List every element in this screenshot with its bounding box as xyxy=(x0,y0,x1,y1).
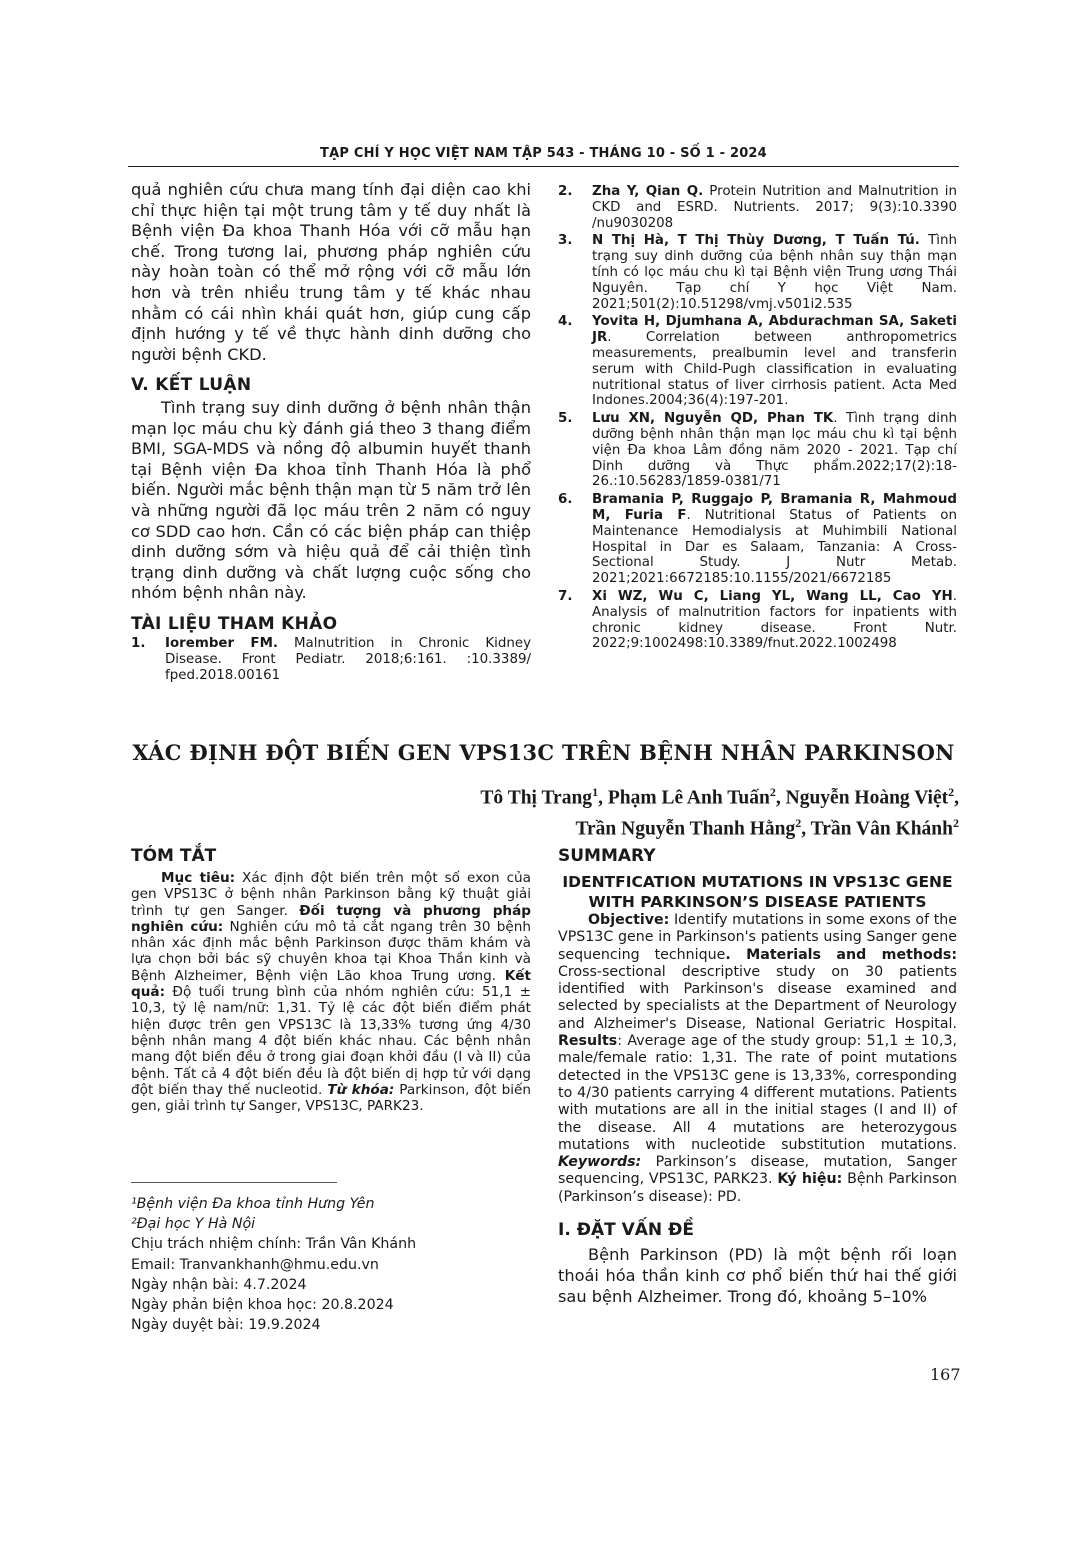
summary-label: Keywords: xyxy=(558,1154,642,1171)
authors-line-2 xyxy=(480,811,959,842)
abstract-body: Parkinson, đột biến gen, giải trình tự Sanger, VPS13C, PARK23. xyxy=(131,1081,531,1115)
reference-number: 5. xyxy=(558,411,573,427)
reference-authors: Bramania P, Ruggajo P, Bramania R, Mahmoud M, Furia F xyxy=(592,492,957,523)
reference-text: . Correlation between anthropometrics measurements, prealbumin level and transferin serum with Child-Pugh classification in evaluating nutritional status of liver cirrhosis patient. Acta Med Indones.2004;36(4):197-201. xyxy=(592,330,957,409)
reference-authors: N Thị Hà, T Thị Thùy Dương, T Tuấn Tú. xyxy=(592,233,920,249)
reference-text: Tình trạng suy dinh dưỡng của bệnh nhân suy thận mạn tính có lọc máu chu kì tại Bệnh viện Trung ương Thái Nguyên. Tạp chí Y học Việt Nam. 2021;501(2):10.51298/vmj.v501i2.535 xyxy=(592,233,957,312)
summary-text xyxy=(558,912,957,1206)
reference-text: . Nutritional Status of Patients on Maintenance Hemodialysis at Muhimbili National Hospital in Dar es Salaam, Tanzania: A Cross-Sectional Study. J Nutr Metab. 2021;2021:6672185:10.1155/2021/6672185 xyxy=(592,507,957,587)
abstract-label: Đối tượng và phương pháp nghiên cứu: xyxy=(131,902,532,935)
reference-authors: Xi WZ, Wu C, Liang YL, Wang LL, Cao YH xyxy=(592,588,953,604)
author-name: , Trần Vân Khánh xyxy=(801,818,953,839)
author-name: Trần Nguyễn Thanh Hằng xyxy=(575,818,796,839)
reference-number: 7. xyxy=(558,588,573,604)
affiliation-mark: 2 xyxy=(948,785,955,799)
reference-list-left xyxy=(131,636,531,683)
intro-heading: I. ĐẶT VẤN ĐỀ xyxy=(558,1220,694,1241)
reference-authors: Yovita H, Djumhana A, Abdurachman SA, Saketi JR xyxy=(592,314,957,346)
review-date: Ngày phản biện khoa học: 20.8.2024 xyxy=(131,1297,394,1314)
reference-list-right xyxy=(558,184,957,654)
summary-body: Cross-sectional descriptive study on 30 patients identified with Parkinson's disease examined and selected by specialists at the Department of Neurology and Alzheimer's Disease, National Geriatric Hospital. xyxy=(558,963,957,1032)
abstract-body: Xác định đột biến trên một số exon của gen VPS13C ở bệnh nhân Parkinson bằng kỹ thuật giải trình tự gen Sanger. xyxy=(131,870,531,919)
received-date: Ngày nhận bài: 4.7.2024 xyxy=(131,1276,307,1293)
reference-authors: Iorember FM. xyxy=(165,636,278,652)
abstract-body: Nghiên cứu mô tả cắt ngang trên 30 bệnh nhân xác định mắc bệnh Parkinson được thăm khám và lựa chọn bởi bác sỹ chuyên khoa tại Khoa Thần kinh và Bệnh Alzheimer, Bệnh viện Lão khoa Trung ương. xyxy=(131,918,531,984)
summary-body: Parkinson’s disease, mutation, Sanger sequencing, VPS13C, PARK23. xyxy=(558,1154,957,1188)
reference-number: 6. xyxy=(558,492,573,508)
summary-body: Bệnh Parkinson (Parkinson’s disease): PD. xyxy=(558,1171,958,1205)
summary-body: : Average age of the study group: 51,1 ± 10,3, male/female ratio: 1,31. The rate of point mutations detected in the VPS13C gene is 13,33%, corresponding to 4/30 patients carrying 4 different mutations. Patients with mutations are all in the initial stages (I and II) of the disease. All 4 mutations are heterozygous mutations with nucleotide substitution mutations. xyxy=(558,1033,957,1153)
affiliation-mark: 1 xyxy=(592,785,599,799)
summary-label: Results xyxy=(558,1033,618,1050)
reference-number: 2. xyxy=(558,184,573,199)
abstract-body: Độ tuổi trung bình của nhóm nghiên cứu: 51,1 ± 10,3, tỷ lệ nam/nữ: 1,31. Tỷ lệ các đột biến điểm phát hiện được trên gen VPS13C là 13,33% tương ứng 4/30 bệnh nhân mang 4 đột biến khác nhau. Các bệnh nhân mang đột biến đều ở trong giai đoạn khởi đầu (I và II) của bệnh. Tất cả 4 đột biến đều là đột biến dị hợp tử với dạng đột biến thay thế nucleotid. xyxy=(131,984,531,1098)
reference-number: 3. xyxy=(558,233,573,249)
reference-item xyxy=(558,492,957,587)
affiliation-footnote: ¹Bệnh viện Đa khoa tỉnh Hưng Yên xyxy=(131,1196,375,1212)
abstract-label: Từ khóa: xyxy=(327,1081,395,1098)
email: Email: Tranvankhanh@hmu.edu.vn xyxy=(131,1256,379,1273)
article-authors xyxy=(480,780,959,841)
abstract-vi-heading: TÓM TẮT xyxy=(131,846,217,866)
authors-line-1 xyxy=(480,780,959,811)
article-title: XÁC ĐỊNH ĐỘT BIẾN GEN VPS13C TRÊN BỆNH NHÂN PARKINSON xyxy=(132,740,955,765)
affiliation-mark: 2 xyxy=(953,815,959,830)
summary-title: IDENTFICATION MUTATIONS IN VPS13C GENE WITH PARKINSON’S DISEASE PATIENTS xyxy=(562,873,953,911)
summary-heading: SUMMARY xyxy=(558,846,656,866)
reference-number: 4. xyxy=(558,314,573,330)
abstract-label: Mục tiêu: xyxy=(161,870,236,886)
author-separator: , xyxy=(954,787,959,809)
journal-header: TẠP CHÍ Y HỌC VIỆT NAM TẬP 543 - THÁNG 10 - SỐ 1 - 2024 xyxy=(320,146,767,161)
author-name: , Nguyễn Hoàng Việt xyxy=(775,787,949,809)
abstract-en xyxy=(558,846,957,1307)
reference-item xyxy=(558,589,957,652)
reference-authors: Lưu XN, Nguyễn QD, Phan TK xyxy=(592,411,834,427)
reference-item xyxy=(558,314,957,409)
reference-authors: Zha Y, Qian Q. xyxy=(592,184,704,199)
corresponding-author: Chịu trách nhiệm chính: Trần Vân Khánh xyxy=(131,1236,417,1253)
reference-item xyxy=(558,233,957,312)
accepted-date: Ngày duyệt bài: 19.9.2024 xyxy=(131,1317,321,1334)
summary-label: . Materials and methods: xyxy=(725,946,957,963)
reference-text: . Analysis of malnutrition factors for inpatients with chronic kidney disease. Front Nutr. 2022;9:1002498:10.3389/fnut.2022.1002498 xyxy=(592,588,957,652)
page-number: 167 xyxy=(930,1365,961,1384)
intro-text: Bệnh Parkinson (PD) là một bệnh rối loạn thoái hóa thần kinh cơ phổ biến thứ hai thế giới sau bệnh Alzheimer. Trong đó, khoảng 5–10% xyxy=(558,1245,957,1307)
affiliation-footnote: ²Đại học Y Hà Nội xyxy=(131,1216,256,1233)
reference-item xyxy=(131,636,531,683)
reference-item xyxy=(558,411,957,490)
footnote-rule xyxy=(131,1182,337,1183)
reference-number: 1. xyxy=(131,636,146,652)
left-column-top xyxy=(131,180,531,686)
author-name: Tô Thị Trang xyxy=(480,787,593,809)
reference-text: . Tình trạng dinh dưỡng bệnh nhân thận mạn lọc máu chu kì tại bệnh viện Đa khoa Lâm đồng năm 2020 - 2021. Tạp chí Dinh dưỡng và Thực phẩm.2022;17(2):18-26.:10.56283/1859-0381/71 xyxy=(592,411,957,490)
references-heading: TÀI LIỆU THAM KHẢO xyxy=(131,613,338,634)
summary-body: Identify mutations in some exons of the VPS13C gene in Parkinson's patients using Sanger gene sequencing technique xyxy=(558,912,957,963)
footnotes xyxy=(131,1194,531,1335)
conclusion-heading: V. KẾT LUẬN xyxy=(131,375,252,396)
reference-text: Protein Nutrition and Malnutrition in CKD and ESRD. Nutrients. 2017; 9(3):10.3390 /nu9030208 xyxy=(592,184,957,231)
affiliation-mark: 2 xyxy=(769,785,776,799)
summary-label: Objective: xyxy=(588,912,670,928)
author-name: , Phạm Lê Anh Tuấn xyxy=(598,787,770,809)
abstract-vi xyxy=(131,846,531,1114)
discussion-continuation: quả nghiên cứu chưa mang tính đại diện cao khi chỉ thực hiện tại một trung tâm y tế duy nhất là Bệnh viện Đa khoa Thanh Hóa với cỡ mẫu hạn chế. Trong tương lai, phương pháp nghiên cứu này hoàn toàn có thể mở rộng với cỡ mẫu lớn hơn và trên nhiều trung tâm y tế khác nhau nhằm có cái nhìn khái quát hơn, giúp cung cấp định hướng y tế về thực hành dinh dưỡng cho người bệnh CKD. xyxy=(131,180,531,364)
abstract-vi-text xyxy=(131,870,531,1114)
abstract-label: Kết quả: xyxy=(131,967,531,1001)
header-rule xyxy=(128,166,959,167)
summary-label: Ký hiệu: xyxy=(777,1171,843,1188)
reference-item xyxy=(558,184,957,231)
affiliation-mark: 2 xyxy=(795,815,802,830)
conclusion-text: Tình trạng suy dinh dưỡng ở bệnh nhân thận mạn lọc máu chu kỳ đánh giá theo 3 thang điểm BMI, SGA-MDS và nồng độ albumin huyết thanh tại Bệnh viện Đa khoa tỉnh Thanh Hóa là phổ biến. Người mắc bệnh thận mạn từ 5 năm trở lên và những người đã lọc máu trên 2 năm có nguy cơ SDD cao hơn. Cần có các biện pháp can thiệp dinh dưỡng sớm và hiệu quả để cải thiện tình trạng dinh dưỡng và chất lượng cuộc sống cho nhóm bệnh nhân này. xyxy=(131,397,531,603)
reference-text: Malnutrition in Chronic Kidney Disease. Front Pediatr. 2018;6:161. :10.3389/ fped.2018.00161 xyxy=(165,636,531,684)
